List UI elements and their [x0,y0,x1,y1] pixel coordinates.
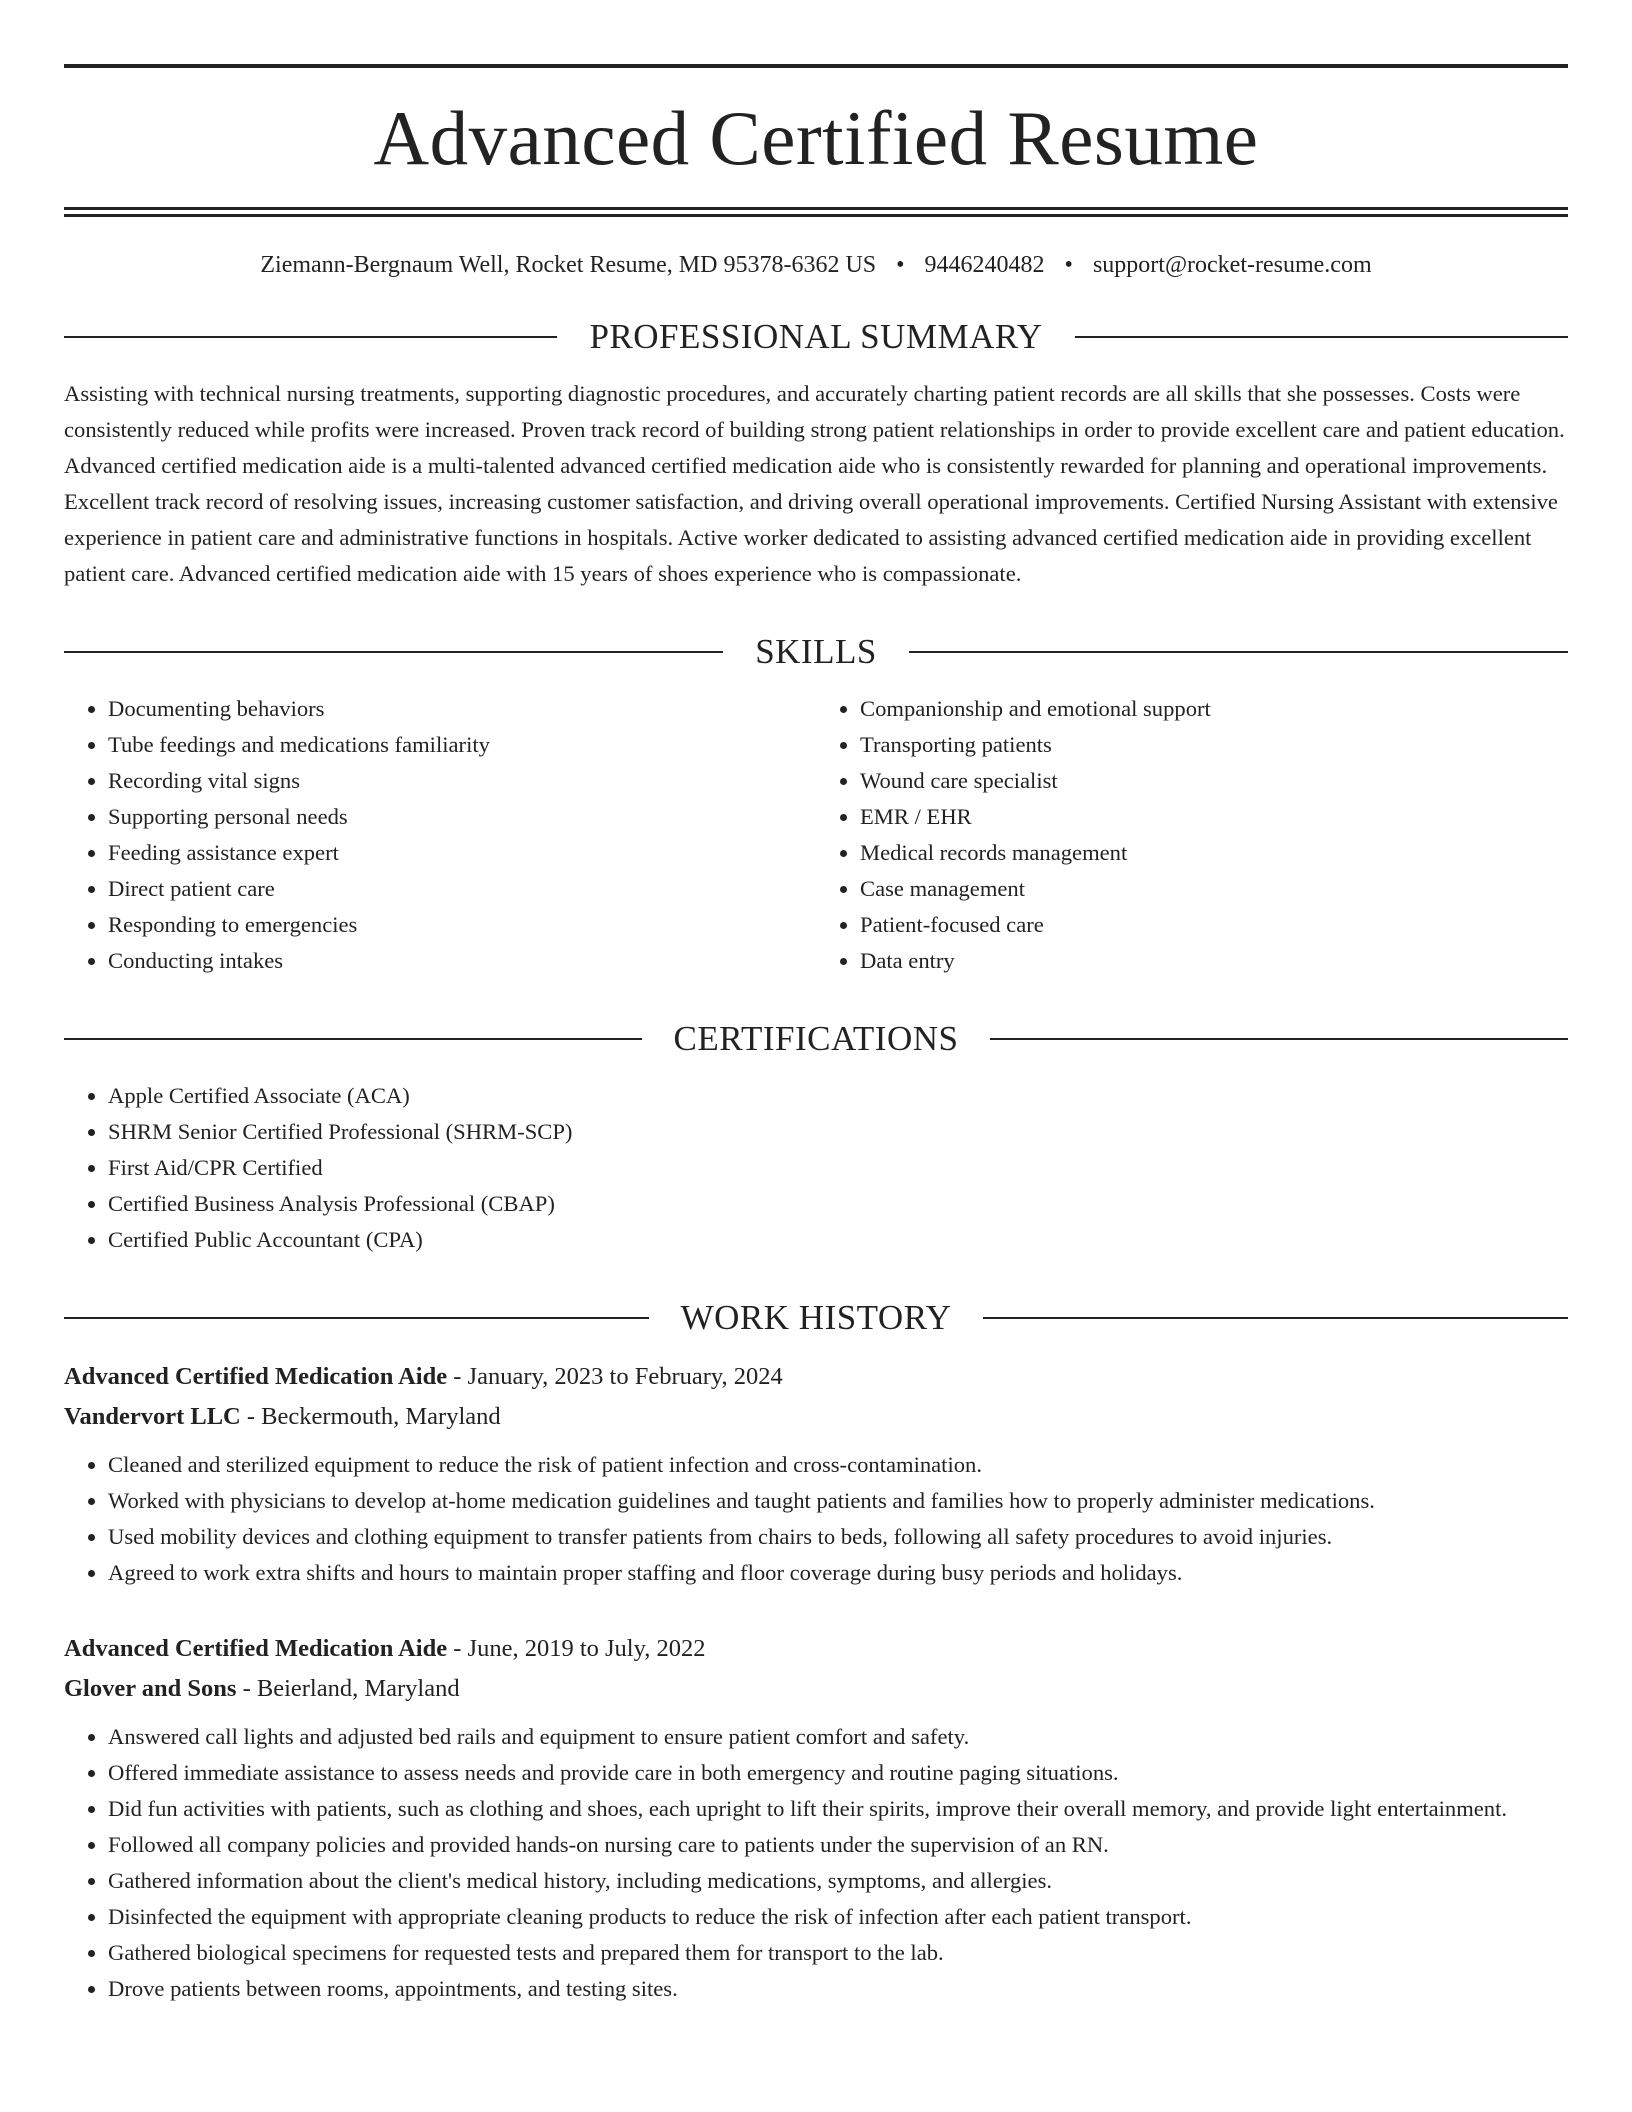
job-bullet: • Disinfected the equipment with appropriate cleaning products to reduce the risk of infection after each patient transport. [108,1899,1568,1935]
job-bullet: • Worked with physicians to develop at-home medication guidelines and taught patients and families how to properly administer medications. [108,1483,1568,1519]
section-rule [1075,336,1568,338]
skill-item: • Companionship and emotional support [860,691,1568,727]
certification-item: • First Aid/CPR Certified [108,1150,1568,1186]
job-bullet: • Drove patients between rooms, appointments, and testing sites. [108,1971,1568,2007]
skill-item: • Patient-focused care [860,907,1568,943]
certification-item: • Apple Certified Associate (ACA) [108,1078,1568,1114]
job-dates: - June, 2019 to July, 2022 [447,1635,706,1662]
job-title-line [64,1629,1568,1669]
section-rule [909,651,1568,653]
skills-heading: SKILLS [755,632,877,671]
skill-item: • Supporting personal needs [108,799,816,835]
section-rule [64,1038,642,1040]
contact-separator: • [896,252,905,278]
job-bullet: • Did fun activities with patients, such as clothing and shoes, each upright to lift their spirits, improve their overall memory, and provide light entertainment. [108,1791,1568,1827]
job-company-line [64,1397,1568,1437]
skill-item: • Recording vital signs [108,763,816,799]
job-bullets [64,1447,1568,1591]
skills-list-left [64,691,816,979]
summary-heading: PROFESSIONAL SUMMARY [589,317,1043,356]
section-rule [64,651,723,653]
job-bullet: • Gathered biological specimens for requested tests and prepared them for transport to the lab. [108,1935,1568,1971]
certifications-list [64,1078,1568,1258]
resume-title: Advanced Certified Resume [373,95,1259,181]
job-title: Advanced Certified Medication Aide [64,1635,448,1662]
skill-item: • Tube feedings and medications familiarity [108,727,816,763]
certifications-section-header [64,1021,1568,1056]
resume-page [64,64,1568,2007]
job-bullet: • Used mobility devices and clothing equipment to transfer patients from chairs to beds, following all safety procedures to avoid injuries. [108,1519,1568,1555]
top-rule [64,64,1568,68]
job-entry [64,1629,1568,2007]
certification-item: • Certified Public Accountant (CPA) [108,1222,1568,1258]
job-company: Glover and Sons [64,1675,237,1702]
skill-item: • Documenting behaviors [108,691,816,727]
job-bullet: • Agreed to work extra shifts and hours to maintain proper staffing and floor coverage during busy periods and holidays. [108,1555,1568,1591]
summary-text: Assisting with technical nursing treatments, supporting diagnostic procedures, and accurately charting patient records are all skills that she possesses. Costs were consistently reduced while profits were increased. Proven track record of building strong patient relationships in order to provide excellent care and patient education. Advanced certified medication aide is a multi-talented advanced certified medication aide who is consistently rewarded for planning and operational improvements. Excellent track record of resolving issues, increasing customer satisfaction, and driving overall operational improvements. Certified Nursing Assistant with extensive experience in patient care and administrative functions in hospitals. Active worker dedicated to assisting advanced certified medication aide in providing excellent patient care. Advanced certified medication aide with 15 years of shoes experience who is compassionate. [64,381,1565,586]
certifications-heading: CERTIFICATIONS [673,1019,959,1058]
contact-phone: 9446240482 [924,252,1045,278]
contact-address: Ziemann-Bergnaum Well, Rocket Resume, MD 95378-6362 US [260,252,877,278]
skill-item: • Case management [860,871,1568,907]
certification-item: • Certified Business Analysis Professional (CBAP) [108,1186,1568,1222]
certification-item: • SHRM Senior Certified Professional (SHRM-SCP) [108,1114,1568,1150]
skill-item: • Direct patient care [108,871,816,907]
contact-email: support@rocket-resume.com [1092,252,1372,278]
contact-separator: • [1064,252,1073,278]
job-dates: - January, 2023 to February, 2024 [447,1363,783,1390]
job-company: Vandervort LLC [64,1403,241,1430]
section-rule [64,1317,649,1319]
job-company-line [64,1669,1568,1709]
contact-line [64,253,1568,277]
skill-item: • Wound care specialist [860,763,1568,799]
job-bullet: • Followed all company policies and provided hands-on nursing care to patients under the supervision of an RN. [108,1827,1568,1863]
skill-item: • Transporting patients [860,727,1568,763]
job-bullet: • Offered immediate assistance to assess needs and provide care in both emergency and routine paging situations. [108,1755,1568,1791]
job-title-line [64,1357,1568,1397]
skills-list-right [816,691,1568,979]
work-history-section-header [64,1300,1568,1335]
summary-section-header [64,319,1568,354]
skill-item: • Responding to emergencies [108,907,816,943]
section-rule [64,336,557,338]
section-rule [990,1038,1568,1040]
skill-item: • Data entry [860,943,1568,979]
job-location: - Beckermouth, Maryland [240,1403,501,1430]
skill-item: • Feeding assistance expert [108,835,816,871]
job-bullet: • Gathered information about the client's medical history, including medications, symptoms, and allergies. [108,1863,1568,1899]
skill-item: • Conducting intakes [108,943,816,979]
skill-item: • Medical records management [860,835,1568,871]
job-location: - Beierland, Maryland [236,1675,460,1702]
job-entry [64,1357,1568,1591]
section-rule [983,1317,1568,1319]
job-bullet: • Answered call lights and adjusted bed rails and equipment to ensure patient comfort and safety. [108,1719,1568,1755]
skills-columns [64,691,1568,979]
job-bullet: • Cleaned and sterilized equipment to reduce the risk of patient infection and cross-contamination. [108,1447,1568,1483]
skills-section-header [64,634,1568,669]
skill-item: • EMR / EHR [860,799,1568,835]
job-bullets [64,1719,1568,2007]
job-title: Advanced Certified Medication Aide [64,1363,448,1390]
work-history-heading: WORK HISTORY [680,1298,952,1337]
title-double-rule [64,207,1568,217]
